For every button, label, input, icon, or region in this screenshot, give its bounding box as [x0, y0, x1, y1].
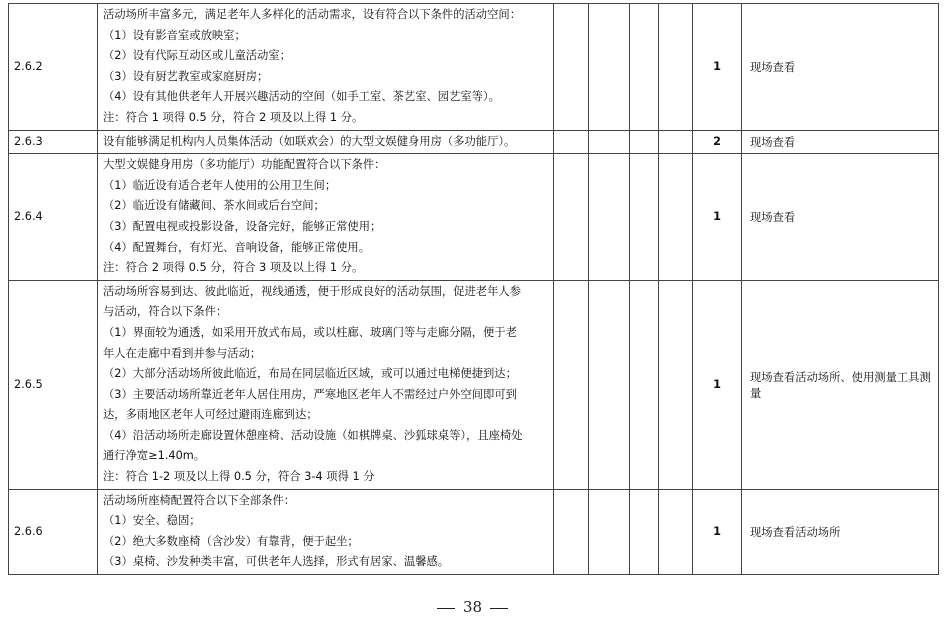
item-method: 现场查看活动场所、使用测量工具测量	[742, 280, 939, 489]
description-line: 达，多雨地区老年人可经过避雨连廊到达；	[103, 408, 318, 422]
item-id: 2.6.2	[9, 4, 98, 131]
footer-dash-left	[437, 608, 455, 609]
empty-cell	[659, 154, 693, 281]
item-id: 2.6.6	[9, 489, 98, 574]
description-line: 设有能够满足机构内人员集体活动（如联欢会）的大型文娱健身用房（多功能厅）。	[103, 134, 516, 148]
description-line: （4）设有其他供老年人开展兴趣活动的空间（如手工室、茶艺室、园艺室等）。	[103, 90, 500, 104]
table-row	[9, 4, 939, 131]
description-line: （2）设有代际互动区或儿童活动室；	[103, 49, 291, 63]
description-line: 通行净宽≥1.40m。	[103, 449, 206, 463]
description-line: （3）配置电视或投影设备，设备完好，能够正常使用；	[103, 219, 382, 233]
description-line: 大型文娱健身用房（多功能厅）功能配置符合以下条件：	[103, 158, 386, 172]
description-line: （1）安全、稳固；	[103, 514, 201, 528]
table-row	[9, 130, 939, 154]
empty-cell	[630, 154, 659, 281]
standards-table	[8, 3, 939, 575]
empty-cell	[659, 4, 693, 131]
empty-cell	[630, 280, 659, 489]
item-method: 现场查看活动场所	[742, 489, 939, 574]
item-score: 1	[693, 280, 742, 489]
empty-cell	[589, 154, 630, 281]
description-line: （2）绝大多数座椅（含沙发）有靠背，便于起坐；	[103, 534, 359, 548]
item-description	[98, 489, 554, 574]
item-id: 2.6.4	[9, 154, 98, 281]
empty-cell	[554, 489, 589, 574]
description-line: （1）界面较为通透，如采用开放式布局，或以柱廊、玻璃门等与走廊分隔，便于老	[103, 325, 517, 339]
description-line: 活动场所丰富多元，满足老年人多样化的活动需求，设有符合以下条件的活动空间：	[103, 8, 521, 21]
empty-cell	[554, 154, 589, 281]
empty-cell	[589, 130, 630, 154]
empty-cell	[554, 280, 589, 489]
item-description	[98, 154, 554, 281]
description-line: 注：符合 1-2 项及以上得 0.5 分，符合 3-4 项得 1 分	[103, 470, 375, 484]
item-score: 1	[693, 154, 742, 281]
empty-cell	[630, 4, 659, 131]
footer-dash-right	[490, 608, 508, 609]
table-row	[9, 154, 939, 281]
item-score: 1	[693, 489, 742, 574]
description-line: （4）配置舞台，有灯光、音响设备，能够正常使用。	[103, 240, 371, 254]
description-line: （3）主要活动场所靠近老年人居住用房，严寒地区老年人不需经过户外空间即可到	[103, 387, 517, 401]
empty-cell	[589, 489, 630, 574]
description-line: 活动场所容易到达、彼此临近，视线通透，便于形成良好的活动氛围，促进老年人参	[103, 284, 521, 298]
empty-cell	[630, 130, 659, 154]
empty-cell	[554, 4, 589, 131]
item-description	[98, 4, 554, 131]
empty-cell	[589, 4, 630, 131]
description-line: 注：符合 2 项得 0.5 分，符合 3 项及以上得 1 分。	[103, 261, 364, 275]
table-body	[9, 4, 939, 575]
item-method: 现场查看	[742, 130, 939, 154]
empty-cell	[589, 280, 630, 489]
description-line: 年人在走廊中看到并参与活动；	[103, 346, 262, 360]
empty-cell	[659, 280, 693, 489]
description-line: （3）桌椅、沙发种类丰富，可供老年人选择，形式有居家、温馨感。	[103, 555, 450, 569]
item-score: 1	[693, 4, 742, 131]
item-method: 现场查看	[742, 154, 939, 281]
description-line: （2）临近设有储藏间、茶水间或后台空间；	[103, 199, 325, 213]
item-description	[98, 130, 554, 154]
item-score: 2	[693, 130, 742, 154]
item-id: 2.6.3	[9, 130, 98, 154]
description-line: （3）设有厨艺教室或家庭厨房；	[103, 69, 269, 83]
item-method: 现场查看	[742, 4, 939, 131]
description-line: （1）设有影音室或放映室；	[103, 28, 246, 42]
page-footer	[0, 598, 945, 616]
empty-cell	[659, 130, 693, 154]
item-id: 2.6.5	[9, 280, 98, 489]
empty-cell	[630, 489, 659, 574]
description-line: （1）临近设有适合老年人使用的公用卫生间；	[103, 178, 337, 192]
description-line: 活动场所座椅配置符合以下全部条件：	[103, 493, 296, 507]
item-description	[98, 280, 554, 489]
empty-cell	[554, 130, 589, 154]
table-row	[9, 280, 939, 489]
description-line: 注：符合 1 项得 0.5 分，符合 2 项及以上得 1 分。	[103, 110, 364, 124]
table-row	[9, 489, 939, 574]
empty-cell	[659, 489, 693, 574]
description-line: （2）大部分活动场所彼此临近，布局在同层临近区域，或可以通过电梯便捷到达；	[103, 367, 517, 381]
description-line: 与活动，符合以下条件：	[103, 305, 228, 319]
page-number: 38	[462, 598, 483, 616]
description-line: （4）沿活动场所走廊设置休憩座椅、活动设施（如棋牌桌、沙狐球桌等），且座椅处	[103, 428, 523, 442]
